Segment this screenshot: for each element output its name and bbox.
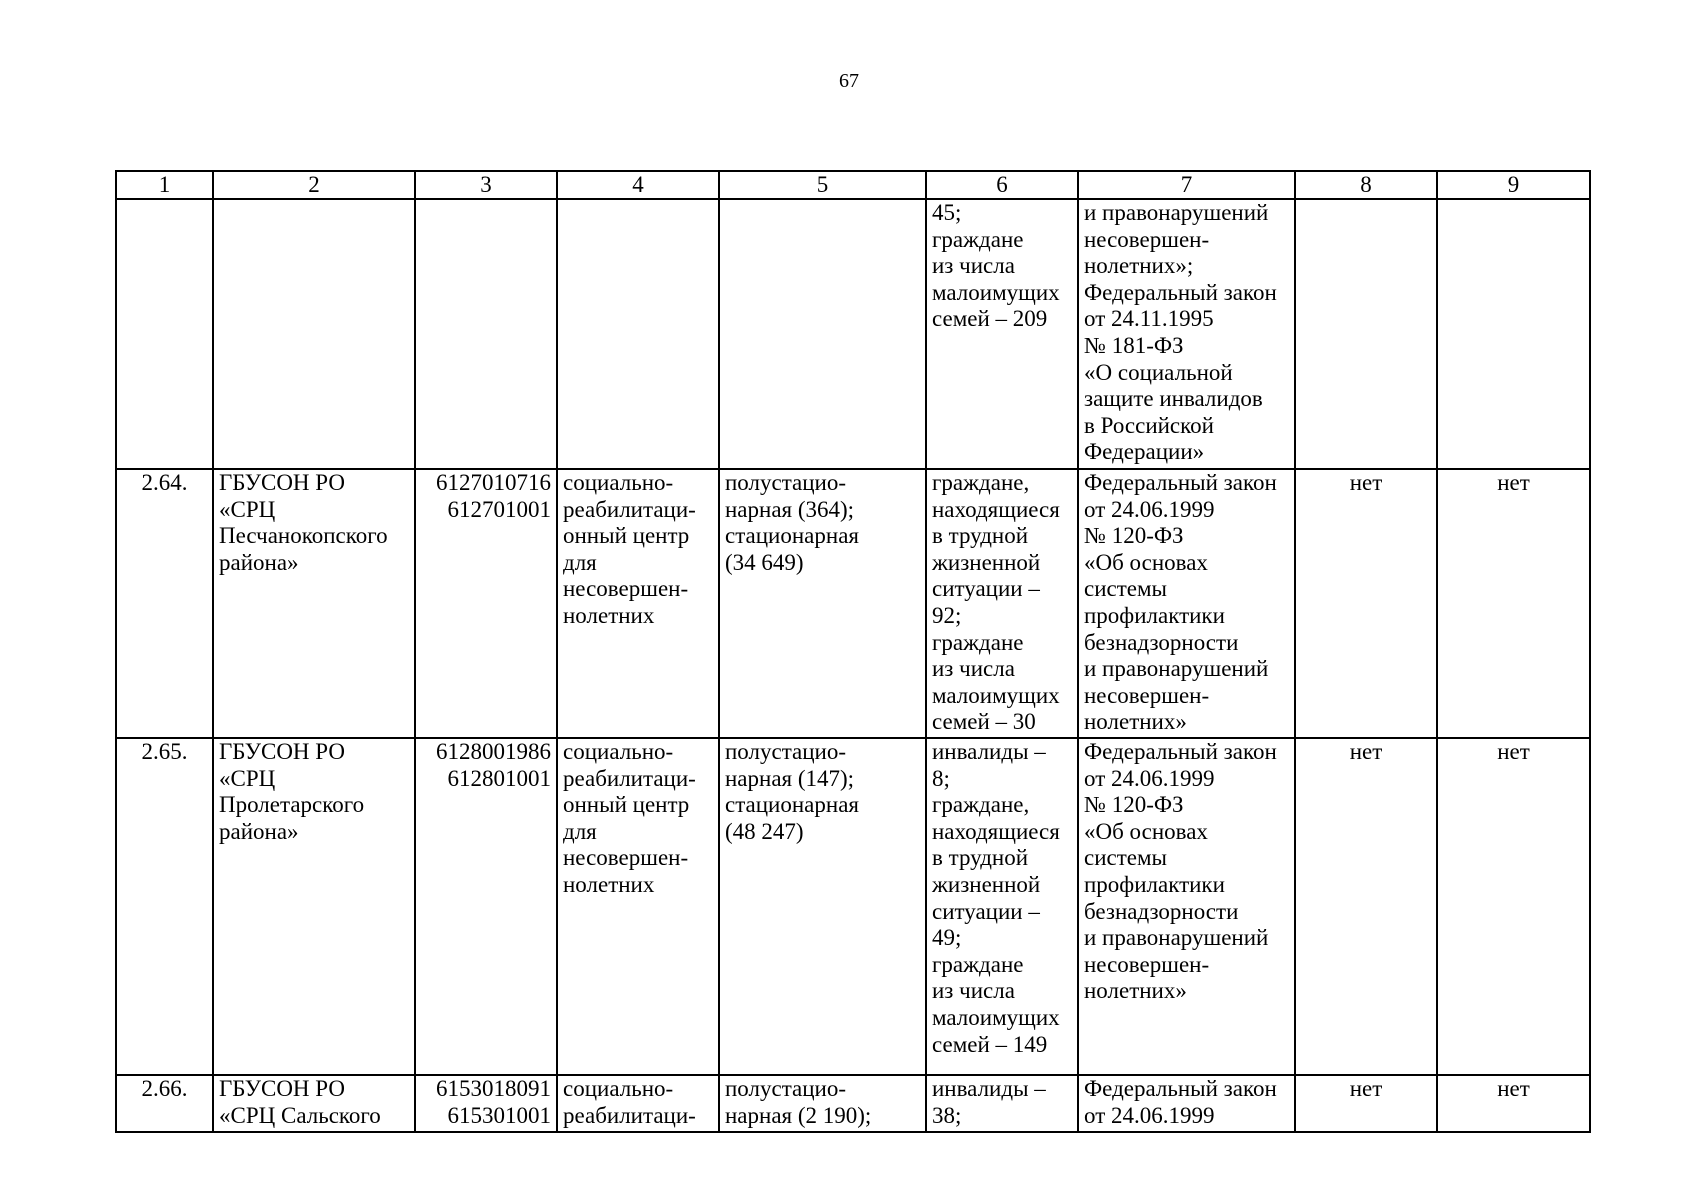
header-row	[116, 171, 1590, 199]
service-form-cell: полустацио- нарная (147); стационарная (48 247)	[719, 738, 926, 1075]
institution-name-cell: ГБУСОН РО «СРЦ Пролетарского района»	[213, 738, 415, 1075]
service-form-cell: полустацио- нарная (364); стационарная (34 649)	[719, 469, 926, 738]
column-header: 8	[1295, 171, 1437, 199]
row-number-cell: 2.66.	[116, 1075, 213, 1132]
col8-cell	[1295, 199, 1437, 469]
col9-cell	[1437, 199, 1590, 469]
law-cell: Федеральный закон от 24.06.1999	[1078, 1075, 1295, 1132]
institution-type-cell: социально- реабилитаци- онный центр для несовершен- нолетних	[557, 738, 719, 1075]
column-header: 1	[116, 171, 213, 199]
institution-type-cell	[557, 199, 719, 469]
law-cell: Федеральный закон от 24.06.1999 № 120-ФЗ «Об основах системы профилактики безнадзорности и правонарушений несовершен- нолетних»	[1078, 469, 1295, 738]
institution-name-cell: ГБУСОН РО «СРЦ Сальского	[213, 1075, 415, 1132]
recipients-cell: инвалиды – 8; граждане, находящиеся в трудной жизненной ситуации – 49; граждане из числа малоимущих семей – 149	[926, 738, 1078, 1075]
law-cell: Федеральный закон от 24.06.1999 № 120-ФЗ «Об основах системы профилактики безнадзорности и правонарушений несовершен- нолетних»	[1078, 738, 1295, 1075]
column-header: 6	[926, 171, 1078, 199]
services-table	[115, 170, 1591, 1133]
column-header: 7	[1078, 171, 1295, 199]
column-header: 9	[1437, 171, 1590, 199]
col8-cell: нет	[1295, 469, 1437, 738]
row-number-cell	[116, 199, 213, 469]
recipients-cell: инвалиды – 38;	[926, 1075, 1078, 1132]
service-form-cell	[719, 199, 926, 469]
institution-type-cell: социально- реабилитаци-	[557, 1075, 719, 1132]
law-cell: и правонарушений несовершен- нолетних»; Федеральный закон от 24.11.1995 № 181-ФЗ «О социальной защите инвалидов в Российской Федерации»	[1078, 199, 1295, 469]
service-form-cell: полустацио- нарная (2 190);	[719, 1075, 926, 1132]
col8-cell: нет	[1295, 738, 1437, 1075]
row-number-cell: 2.65.	[116, 738, 213, 1075]
column-header: 5	[719, 171, 926, 199]
codes-cell	[415, 199, 557, 469]
column-header: 4	[557, 171, 719, 199]
recipients-cell: 45; граждане из числа малоимущих семей – 209	[926, 199, 1078, 469]
table-row	[116, 738, 1590, 1075]
table-row	[116, 469, 1590, 738]
codes-cell: 6127010716 612701001	[415, 469, 557, 738]
table-row	[116, 199, 1590, 469]
recipients-cell: граждане, находящиеся в трудной жизненной ситуации – 92; граждане из числа малоимущих семей – 30	[926, 469, 1078, 738]
col8-cell: нет	[1295, 1075, 1437, 1132]
institution-name-cell: ГБУСОН РО «СРЦ Песчанокопского района»	[213, 469, 415, 738]
institution-name-cell	[213, 199, 415, 469]
codes-cell: 6128001986 612801001	[415, 738, 557, 1075]
col9-cell: нет	[1437, 738, 1590, 1075]
column-header: 3	[415, 171, 557, 199]
page-number: 67	[839, 70, 859, 92]
col9-cell: нет	[1437, 1075, 1590, 1132]
col9-cell: нет	[1437, 469, 1590, 738]
table-row	[116, 1075, 1590, 1132]
codes-cell: 6153018091 615301001	[415, 1075, 557, 1132]
institution-type-cell: социально- реабилитаци- онный центр для несовершен- нолетних	[557, 469, 719, 738]
row-number-cell: 2.64.	[116, 469, 213, 738]
column-header: 2	[213, 171, 415, 199]
